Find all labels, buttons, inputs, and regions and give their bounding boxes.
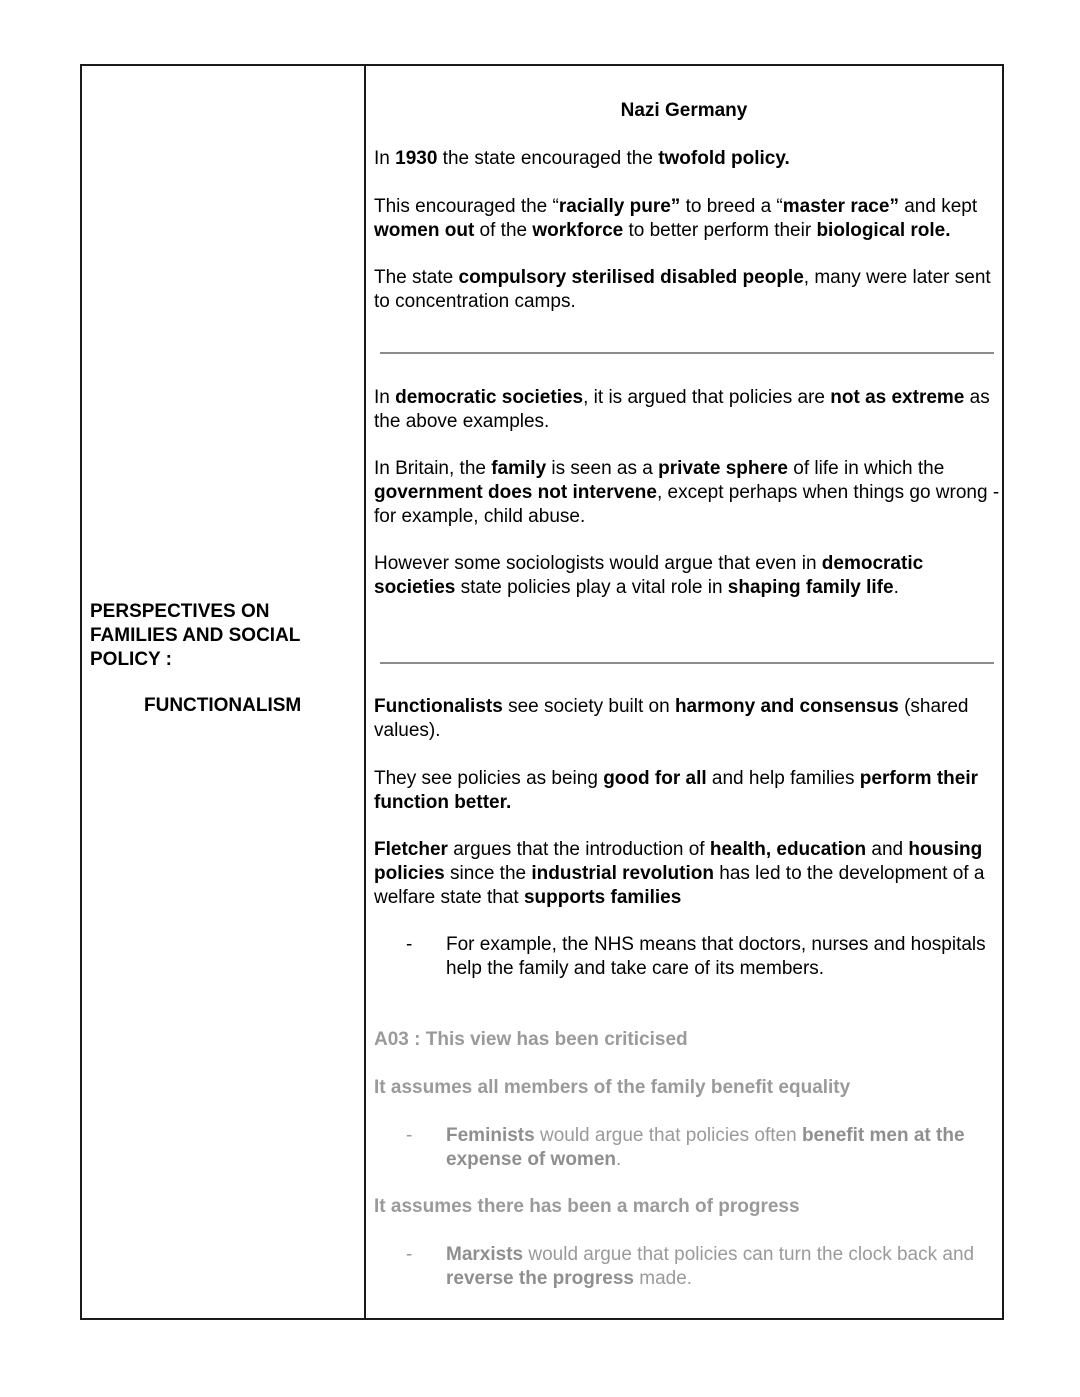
text-run: the state encouraged the [437,148,659,169]
bold-text: workforce [532,220,624,241]
text-run: would argue that policies often [534,1125,802,1146]
paragraph [374,266,1004,314]
topic-heading: PERSPECTIVES ON FAMILIES AND SOCIAL POLICY : [90,601,301,670]
text-run: The state [374,267,459,288]
text-run: made. [634,1268,693,1289]
bold-text: Feminists [446,1125,535,1146]
bold-text: twofold policy. [658,148,790,169]
text-run: In [374,148,396,169]
bold-text: good for all [603,768,707,789]
text-run: of life in which the [788,458,945,479]
bold-text: biological role. [816,220,951,241]
notes-column [366,66,1002,1318]
text-run: In [374,387,396,408]
paragraph [374,838,1004,910]
topic-column [82,66,364,1318]
bullet-text [446,933,1006,981]
bold-text: perform their function better. [374,768,979,813]
dash-bullet-icon: - [406,1244,413,1265]
section-title-nazi-germany: Nazi Germany [620,100,748,121]
text-run: and kept [898,196,978,217]
text-run: In Britain, the [374,458,492,479]
bullet-text [446,1124,1006,1172]
text-run: state policies play a vital role in [455,577,728,598]
text-run: would argue that policies can turn the clock back and [523,1244,975,1265]
text-run: of the [474,220,533,241]
text-run: has led to the development of a welfare state that [374,863,985,908]
bold-text: family [491,458,547,479]
section-divider [380,662,994,664]
bold-text: reverse the progress [446,1268,634,1289]
bold-text: harmony and consensus [674,696,899,717]
text-run: This encouraged the “ [374,196,559,217]
paragraph [374,552,1004,600]
bold-text: Fletcher [374,839,448,860]
paragraph [374,695,1004,743]
text-run: argues that the introduction of [447,839,710,860]
criticism-point: It assumes all members of the family benefit equality [374,1077,851,1098]
text-run: see society built on [502,696,675,717]
bold-text: supports families [523,887,682,908]
text-run: For example, the NHS means that doctors, nurses and hospitals help the family and take care of its members. [446,934,986,979]
paragraph [374,767,1004,815]
text-run: . [893,577,899,598]
text-run: However some sociologists would argue that even in [374,553,822,574]
section-divider [380,352,994,354]
text-run: , many were later sent to concentration camps. [374,267,991,312]
dash-bullet-icon: - [406,934,413,955]
bold-text: women out [374,220,475,241]
text-run: . [616,1149,622,1170]
bold-text: government does not intervene [374,482,657,503]
paragraph [374,195,1004,243]
criticism-heading: A03 : This view has been criticised [374,1029,688,1050]
bold-text: private sphere [658,458,789,479]
text-run: since the [444,863,532,884]
text-run: is seen as a [546,458,659,479]
bold-text: not as extreme [830,387,965,408]
topic-subheading: FUNCTIONALISM [144,695,302,716]
text-run: , except perhaps when things go wrong - for example, child abuse. [374,482,1000,527]
bold-text: democratic societies [395,387,584,408]
text-run: and help families [706,768,860,789]
text-run: to breed a “ [680,196,783,217]
bold-text: Marxists [446,1244,524,1265]
bold-text: Functionalists [374,696,503,717]
bold-text: health, education [709,839,867,860]
text-run: to better perform their [623,220,817,241]
text-run: They see policies as being [374,768,604,789]
text-run: and [866,839,909,860]
bold-text: benefit men at the expense of women [446,1125,965,1170]
text-run: , it is argued that policies are [583,387,831,408]
bold-text: compulsory sterilised disabled people [458,267,804,288]
text-run: (shared values). [374,696,969,741]
bold-text: industrial revolution [531,863,714,884]
paragraph [374,386,1004,434]
dash-bullet-icon: - [406,1125,413,1146]
bold-text: racially pure” [558,196,681,217]
bold-text: 1930 [395,148,438,169]
criticism-point: It assumes there has been a march of progress [374,1196,800,1217]
bold-text: master race” [782,196,899,217]
text-run: as the above examples. [374,387,990,432]
paragraph [374,457,1004,529]
paragraph [374,147,1004,171]
bullet-text [446,1243,1006,1291]
notes-table [80,64,1004,1320]
bold-text: housing policies [374,839,983,884]
bold-text: democratic societies [374,553,924,598]
bold-text: shaping family life [727,577,894,598]
